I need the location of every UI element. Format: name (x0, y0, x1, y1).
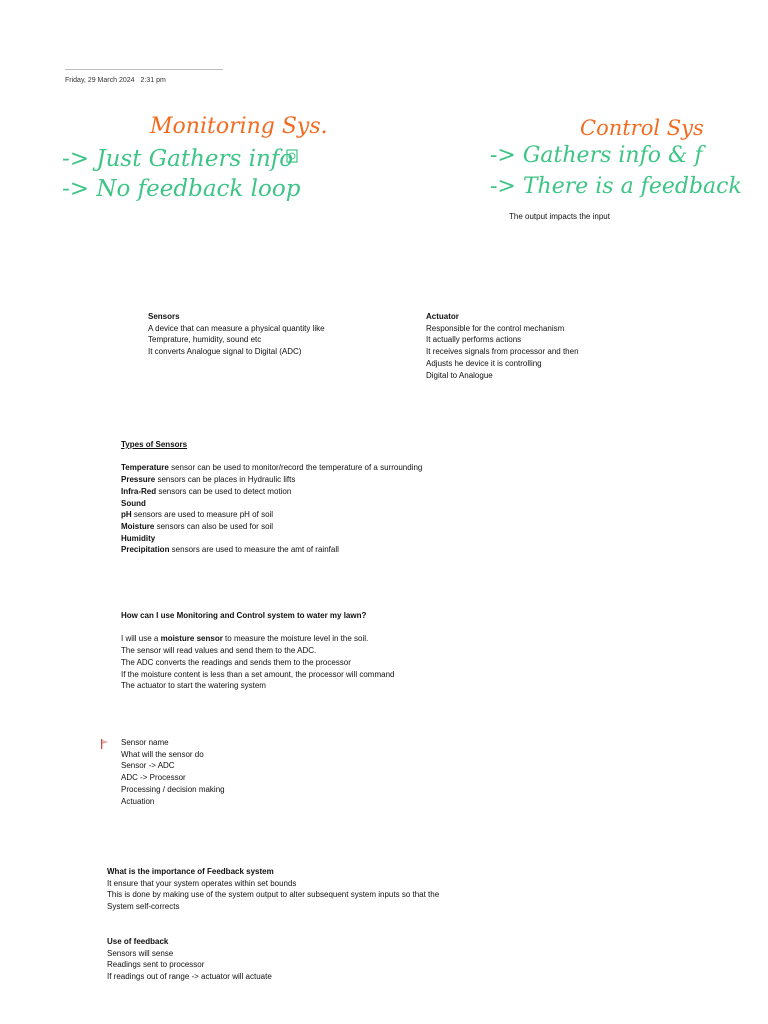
actuator-line: It actually performs actions (426, 335, 522, 345)
step-item: Actuation (121, 796, 155, 806)
types-title: Types of Sensors (121, 440, 188, 449)
lawn-line-first: I will use a moisture sensor to measure the moisture level in the soil. (121, 634, 369, 644)
use-feedback-title: Use of feedback (107, 937, 169, 946)
sensors-section (148, 311, 325, 358)
actuator-line: Digital to Analogue (426, 370, 493, 380)
monitoring-line-1: -> Just Gathers info (62, 146, 294, 172)
monitoring-title: Monitoring Sys. (150, 114, 328, 139)
use-feedback-section (107, 936, 272, 983)
lawn-line: The ADC converts the readings and sends them to the processor (121, 657, 351, 667)
control-line-2: -> There is a feedback (490, 174, 742, 199)
feedback-line: This is done by making use of the system output to alter subsequent system inputs so that the (107, 890, 440, 900)
feedback-importance-section (107, 866, 439, 913)
type-item: Humidity (121, 533, 156, 543)
step-item: What will the sensor do (121, 749, 204, 759)
sensors-line: Temprature, humidity, sound etc (148, 335, 262, 345)
feedback-line: It ensure that your system operates within set bounds (107, 878, 297, 888)
use-feedback-line: Sensors will sense (107, 948, 174, 958)
step-item: ADC -> Processor (121, 773, 186, 783)
actuator-title: Actuator (426, 312, 459, 321)
lawn-question: How can I use Monitoring and Control system to water my lawn? (121, 611, 367, 620)
feedback-importance-title: What is the importance of Feedback system (107, 867, 274, 876)
type-item: Sound (121, 498, 146, 508)
type-item: Pressure sensors can be places in Hydraulic lifts (121, 475, 296, 485)
step-item: Processing / decision making (121, 784, 225, 794)
type-item: Precipitation sensors are used to measure the amt of rainfall (121, 545, 339, 555)
type-item: Temperature sensor can be used to monitor/record the temperature of a surrounding (121, 463, 423, 473)
type-item: Infra-Red sensors can be used to detect motion (121, 486, 292, 496)
output-note: The output impacts the input (509, 212, 610, 221)
sensors-line: A device that can measure a physical quantity like (148, 323, 325, 333)
actuator-section (426, 311, 579, 381)
time-text: 2:31 pm (140, 77, 166, 84)
actuator-line: Responsible for the control mechanism (426, 323, 565, 333)
types-section (121, 439, 422, 556)
control-line-1: -> Gathers info & f (490, 143, 703, 168)
monitoring-line-2: -> No feedback loop (62, 176, 301, 202)
actuator-line: Adjusts he device it is controlling (426, 358, 542, 368)
use-feedback-line: Readings sent to processor (107, 960, 205, 970)
step-item: Sensor name (121, 738, 169, 747)
type-item: Moisture sensors can also be used for soil (121, 521, 274, 531)
use-feedback-line: If readings out of range -> actuator will actuate (107, 972, 272, 982)
sensors-line: It converts Analogue signal to Digital (ADC) (148, 347, 302, 357)
actuator-line: It receives signals from processor and then (426, 347, 579, 357)
handwriting-layer (0, 0, 768, 230)
lawn-section (121, 610, 394, 692)
sensors-title: Sensors (148, 312, 180, 321)
flag-icon[interactable] (101, 739, 109, 749)
date-text: Friday, 29 March 2024 (65, 77, 135, 84)
steps-section (121, 737, 225, 807)
lawn-line: The actuator to start the watering system (121, 681, 266, 691)
type-item: pH sensors are used to measure pH of soil (121, 510, 274, 520)
lawn-line: If the moisture content is less than a set amount, the processor will command (121, 669, 395, 679)
step-item: Sensor -> ADC (121, 761, 175, 771)
feedback-line: System self-corrects (107, 902, 180, 912)
control-title: Control Sys (580, 116, 704, 140)
lawn-line: The sensor will read values and send them to the ADC. (121, 646, 317, 656)
